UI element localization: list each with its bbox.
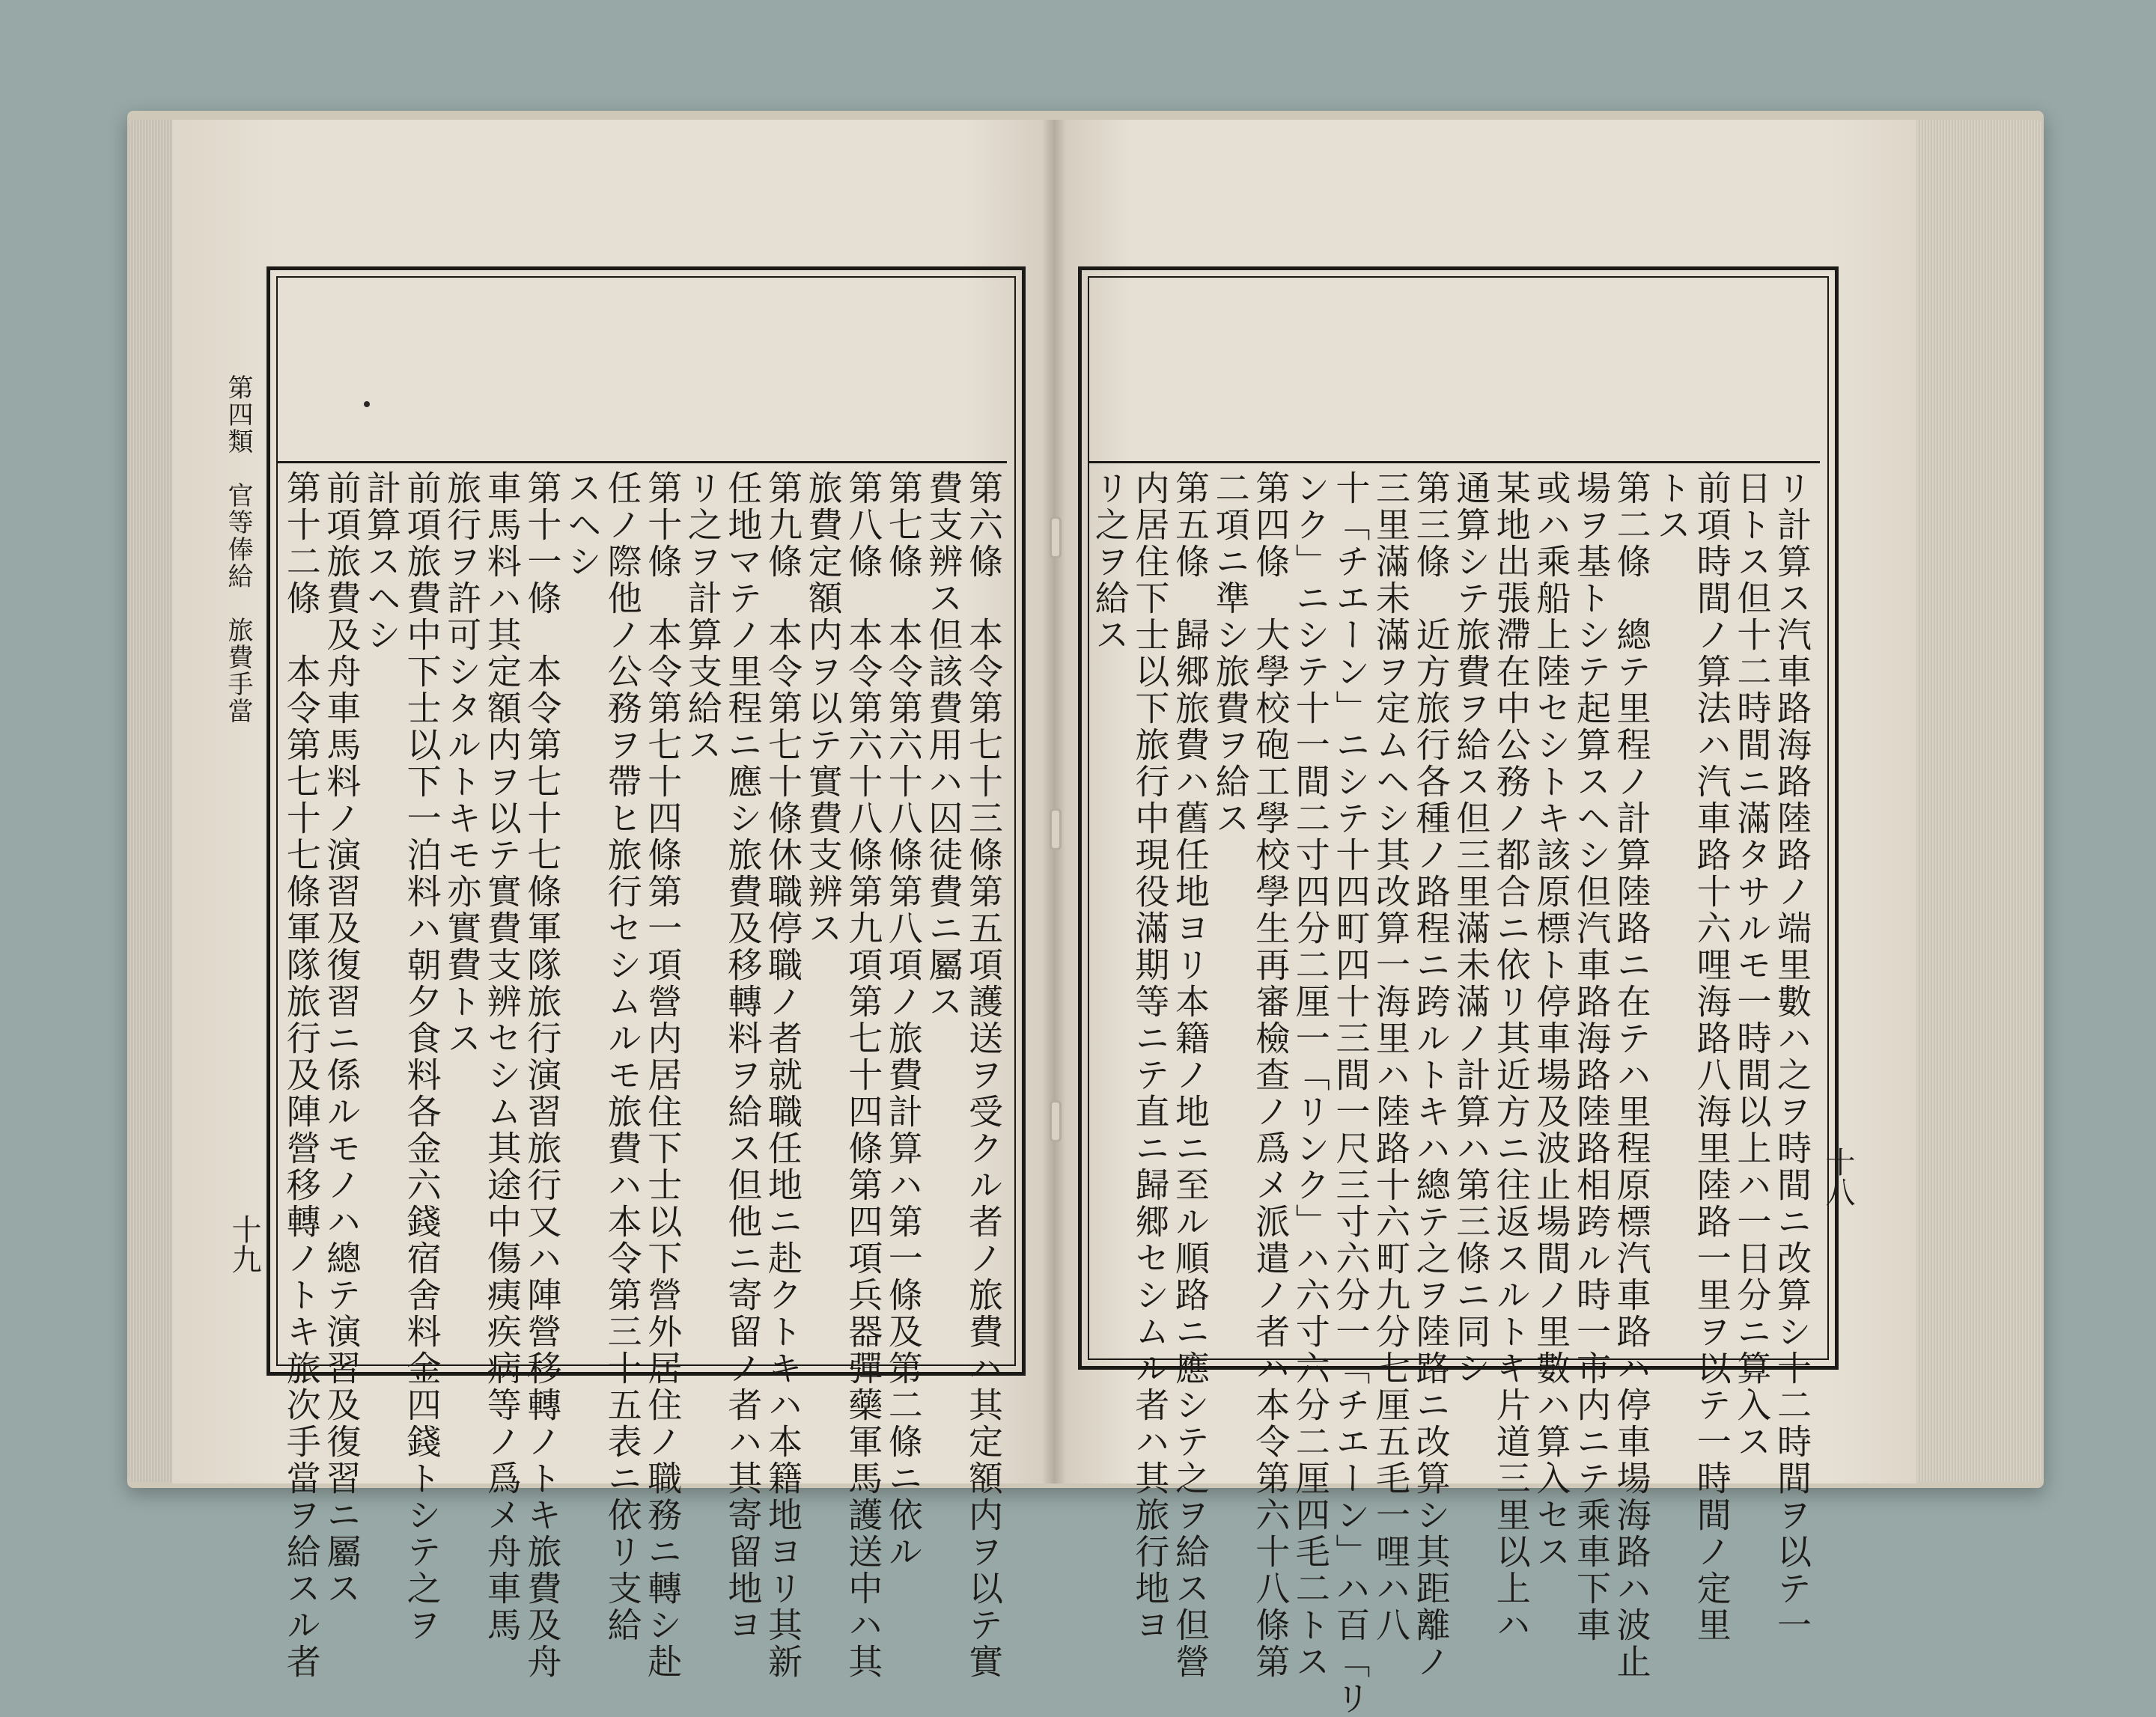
text-column: リ計算ス汽車路海路陸路ノ端里數ハ之ヲ時間ニ改算シ十二時間ヲ以テ一 <box>1772 470 1812 1644</box>
text-column: ンク」ニシテ十一間二寸四分二厘一「リンク」ハ六寸六分二厘四毛二トス <box>1290 470 1331 1680</box>
text-column: 第三條 近方旅行各種ノ路程ニ跨ルトキハ總テ之ヲ陸路ニ改算シ其距離ノ <box>1410 470 1452 1680</box>
text-column: 第八條 本令第六十八條第九項第七十四條第四項兵器彈藥軍馬護送中ハ其 <box>843 470 884 1680</box>
text-column: 第十二條 本令第七十七條軍隊旅行及陣營移轉ノトキ旅次手當ヲ給スル者 <box>281 470 322 1680</box>
ink-speck <box>364 401 370 407</box>
text-column: 第四條 大學校砲工學校學生再審檢查ノ爲メ派遣ノ者ハ本令第六十八條第 <box>1250 470 1291 1680</box>
text-column: リ之ヲ計算支給ス <box>682 470 723 763</box>
text-column: 日トス但十二時間ニ滿タサルモ一時間以上ハ一日分ニ算入ス <box>1732 470 1773 1460</box>
text-column: 第九條 本令第七十條休職停職ノ者就職任地ニ赴クトキハ本籍地ヨリ其新 <box>763 470 803 1680</box>
text-column: 第六條 本令第七十三條第五項護送ヲ受クル者ノ旅費ハ其定額内ヲ以テ實 <box>963 470 1004 1680</box>
text-column: 第二條 總テ里程ノ計算陸路ニ在テハ里程原標汽車路ハ停車場海路ハ波止 <box>1611 470 1652 1680</box>
text-column: 旅行ヲ許可シタルトキモ亦實費トス <box>442 470 483 1057</box>
text-column: 任地マテノ里程ニ應シ旅費及移轉料ヲ給ス但他ニ寄留ノ者ハ其寄留地ヨ <box>722 470 764 1644</box>
page-number-left: 十九 <box>227 1214 261 1274</box>
text-column: 計算スヘシ <box>362 470 402 653</box>
text-column: 費支辨ス但該費用ハ囚徒費ニ屬ス <box>923 470 964 1020</box>
text-column: トス <box>1651 470 1693 543</box>
text-column: 或ハ乘船上陸セシトキ該原標ト停車場及波止場間ノ里數ハ算入セス <box>1531 470 1572 1570</box>
text-column: 第十一條 本令第七十七條軍隊旅行演習旅行又ハ陣營移轉ノトキ旅費及舟 <box>522 470 563 1680</box>
binding-stitch <box>1050 808 1062 850</box>
binding-stitch <box>1050 1100 1062 1142</box>
text-column: 通算シテ旅費ヲ給ス但三里滿未滿ノ計算ハ第三條ニ同シ <box>1451 470 1492 1387</box>
page-stack-edge-right <box>1913 120 2042 1482</box>
text-column: 旅費定額内ヲ以テ實費支辨ス <box>803 470 844 947</box>
text-column: 三里滿未滿ヲ定ムヘシ其改算一海里ハ陸路十六町九分七厘五毛一哩ハ八 <box>1371 470 1411 1644</box>
text-column: 二項ニ準シ旅費ヲ給ス <box>1210 470 1251 837</box>
page-stack-edge-left <box>129 120 175 1482</box>
text-column: 車馬料ハ其定額内ヲ以テ實費支辨セシム其途中傷痍疾病等ノ爲メ舟車馬 <box>481 470 523 1644</box>
text-column: 内居住下士以下旅行中現役滿期等ニテ直ニ歸郷セシムル者ハ其旅行地ヨ <box>1130 470 1171 1644</box>
text-column: 第五條 歸郷旅費ハ舊任地ヨリ本籍ノ地ニ至ル順路ニ應シテ之ヲ給ス但營 <box>1170 470 1211 1680</box>
text-column: 第七條 本令第六十八條第八項ノ旅費計算ハ第一條及第二條ニ依ル <box>883 470 924 1570</box>
text-column: 前項時間ノ算法ハ汽車路十六哩海路八海里陸路一里ヲ以テ一時間ノ定里 <box>1691 470 1732 1644</box>
right-header-rule <box>1089 461 1820 463</box>
left-header-rule <box>278 461 1007 463</box>
book-gutter <box>1042 120 1066 1483</box>
binding-stitch <box>1050 516 1062 558</box>
page-number-right: 十八 <box>1821 1147 1855 1207</box>
text-column: リ之ヲ給ス <box>1089 470 1130 653</box>
text-column: 第十條 本令第七十四條第一項營内居住下士以下營外居住ノ職務ニ轉シ赴 <box>642 470 683 1680</box>
text-column: スヘシ <box>562 470 603 580</box>
text-column: 任ノ際他ノ公務ヲ帶ヒ旅行セシムルモ旅費ハ本令第三十五表ニ依リ支給 <box>602 470 643 1644</box>
text-column: 十「チエーン」ニシテ十四町四十三間一尺三寸六分一「チエーン」ハ百「リ <box>1330 470 1371 1717</box>
running-head: 第四類 官等俸給 旅費手當 <box>223 374 253 725</box>
text-column: 某地出張滯在中公務ノ都合ニ依リ其近方ニ往返スルトキ片道三里以上ハ <box>1490 470 1532 1644</box>
text-column: 場ヲ基トシテ起算スヘシ但汽車路海路陸路相跨ル時一市内ニテ乘車下車 <box>1571 470 1612 1644</box>
text-column: 前項旅費及舟車馬料ノ演習及復習ニ係ルモノハ總テ演習及復習ニ屬ス <box>321 470 362 1607</box>
text-column: 前項旅費中下士以下一泊料ハ朝夕食料各金六錢宿舍料金四錢トシテ之ヲ <box>401 470 442 1644</box>
